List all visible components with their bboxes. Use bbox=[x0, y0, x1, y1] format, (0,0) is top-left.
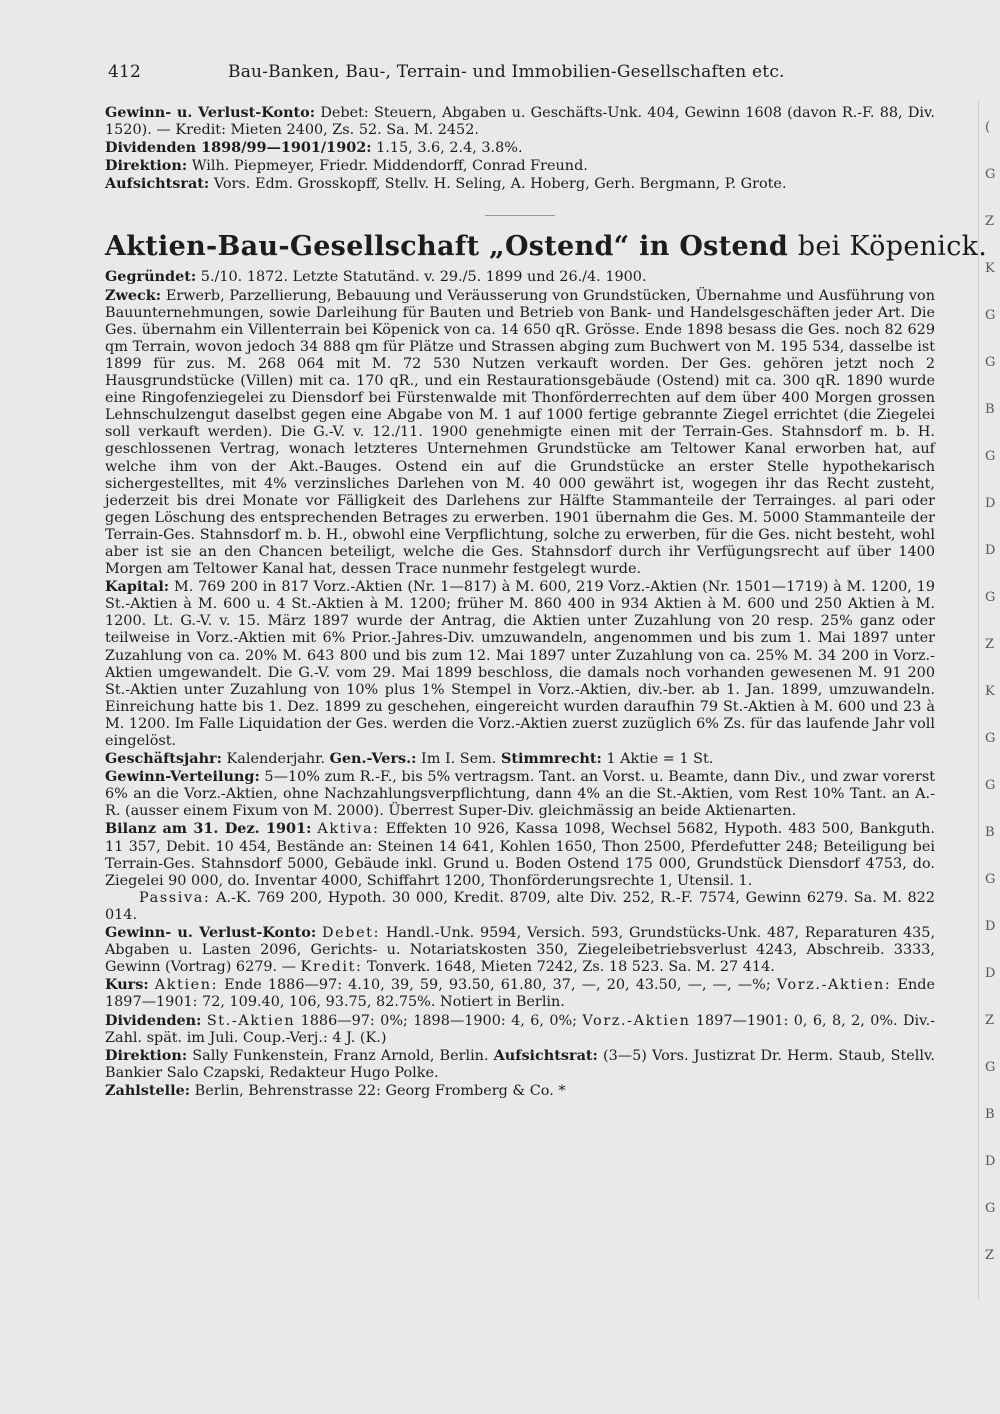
profit-distribution-text: 5—10% zum R.-F., bis 5% vertragsm. Tant. an Vorst. u. Beamte, dann Div., und zwar vorerst 6% an die Vorz.-Aktien, ohne Nachzahlungsverpflichtung, dann 4% an die St.-Aktien, vom Rest 10% Tant. an A.-R. (ausser einem Fixum von M. 2000). Überrest Super-Div. gleichmässig an beide Aktienarten. bbox=[105, 769, 935, 820]
prev-dividends-label: Dividenden 1898/99—1901/1902: bbox=[105, 139, 372, 157]
facing-page-fragment: Z bbox=[985, 1013, 995, 1028]
prev-supervisory-board bbox=[105, 175, 935, 193]
direction-text: Sally Funkenstein, Franz Arnold, Berlin. bbox=[192, 1047, 489, 1064]
share-price-common-heading: Aktien: bbox=[154, 977, 219, 994]
capital-text: M. 769 200 in 817 Vorz.-Aktien (Nr. 1—817) à M. 600, 219 Vorz.-Aktien (Nr. 1501—1719) à M. 1200, 19 St.-Aktien à M. 600 u. 4 St.-Aktien à M. 1200; früher M. 860 400 in 934 Aktien à M. 600 und 250 Aktien à M. 1200. Lt. G.-V. v. 15. März 1897 wurde der Antrag, die Aktien unter Zuzahlung von 20 resp. 25% ganz oder teilweise in Vorz.-Aktien mit 6% Prior.-Jahres-Div. umzuwandeln, angenommen und bis zum 1. Mai 1897 unter Zuzahlung von ca. 20% M. 643 800 und bis zum 12. Mai 1897 unter Zuzahlung von ca. 25% M. 34 200 in Vorz.-Aktien umgewandelt. Die G.-V. vom 29. Mai 1899 beschloss, die damals noch vorhanden gewesenen M. 91 200 St.-Aktien unter Zuzahlung von 10% plus 1% Stempel in Vorz.-Aktien, div.-ber. ab 1. Jan. 1899, umzuwandeln. Einreichung hatte bis 1. Dez. 1899 zu geschehen, eingereicht wurden daraufhin 79 St.-Aktien à M. 600 und 23 à M. 1200. Im Falle Liquidation der Ges. werden die Vorz.-Aktien zuerst zuzüglich 6% Zs. für das laufende Jahr voll eingelöst. bbox=[105, 579, 935, 749]
general-meeting-text: Im I. Sem. bbox=[421, 751, 497, 768]
prev-profit-loss-label: Gewinn- u. Verlust-Konto: bbox=[105, 104, 316, 121]
facing-page-fragment: G bbox=[985, 449, 996, 464]
capital bbox=[105, 578, 935, 750]
supervisory-board-text: (3—5) Vors. Justizrat Dr. Herm. Staub, Stellv. Bankier Salo Czapski, Redakteur Hugo Polke. bbox=[105, 1047, 935, 1081]
facing-page-fragment: G bbox=[985, 1201, 996, 1216]
general-meeting-label: Gen.-Vers.: bbox=[329, 750, 417, 768]
prev-supervisory-board-text: Vors. Edm. Grosskopff, Stellv. H. Seling, A. Hoberg, Gerh. Bergmann, P. Grote. bbox=[213, 176, 787, 193]
capital-label: Kapital: bbox=[105, 578, 170, 596]
company-title-location: bei Köpenick. bbox=[797, 231, 988, 263]
facing-page-fragment: G bbox=[985, 308, 996, 323]
previous-entry bbox=[105, 104, 935, 193]
facing-page-fragment: B bbox=[985, 402, 995, 417]
dividends-preferred-text: 1897—1901: 0, 6, 8, 2, 0%. Div.-Zahl. spät. im Juli. Coup.-Verj.: 4 J. (K.) bbox=[105, 1012, 936, 1046]
paying-agent bbox=[105, 1082, 935, 1100]
voting-right-text: 1 Aktie = 1 St. bbox=[606, 751, 714, 768]
facing-page-fragment: B bbox=[985, 1107, 995, 1122]
facing-page-fragment: ( bbox=[985, 120, 991, 135]
profit-loss-account bbox=[105, 924, 935, 976]
profit-distribution-label: Gewinn-Verteilung: bbox=[105, 768, 260, 786]
facing-page-fragment: B bbox=[985, 825, 995, 840]
page-number: 412 bbox=[108, 62, 142, 82]
balance-sheet bbox=[105, 820, 935, 889]
direction-label: Direktion: bbox=[105, 1046, 188, 1064]
prev-direction-text: Wilh. Piepmeyer, Friedr. Middendorff, Conrad Freund. bbox=[191, 158, 588, 175]
profit-loss-debet-text: Handl.-Unk. 9594, Versich. 593, Grundstücks-Unk. 487, Reparaturen 435, Abgaben u. Lasten 2096, Gerichts- u. Notariatskosten 350, Ziegeleibetriebsverlust 4243, Abschreib. 3333, Gewinn (Vortrag) 6279. — bbox=[105, 925, 936, 976]
prev-direction bbox=[105, 157, 935, 175]
profit-distribution bbox=[105, 768, 935, 820]
facing-page-fragment: Z bbox=[985, 637, 995, 652]
facing-page-fragment: G bbox=[985, 778, 996, 793]
paying-agent-label: Zahlstelle: bbox=[105, 1081, 191, 1099]
purpose bbox=[105, 287, 935, 579]
company-title bbox=[105, 230, 988, 264]
prev-dividends bbox=[105, 139, 935, 157]
prev-dividends-text: 1.15, 3.6, 2.4, 3.8%. bbox=[376, 140, 523, 157]
purpose-text: Erwerb, Parzellierung, Bebauung und Veräusserung von Grundstücken, Übernahme und Ausführung von Bauunternehmungen, sowie Darleihung für Bauten und Betrieb von Bank- und Handelsgeschäften jeder Art. Die Ges. übernahm ein Villenterrain bei Köpenick von ca. 14 650 qR. Grösse. Ende 1898 besass die Ges. noch 82 629 qm Terrain, wovon jedoch 34 888 qm für Plätze und Strassen abging zum Buchwert von M. 195 534, dasselbe ist 1899 für zus. M. 268 064 mit M. 72 530 Nutzen verkauft worden. Der Ges. gehören jetzt noch 2 Hausgrundstücke (Villen) mit ca. 170 qR., und ein Restaurationsgebäude (Ostend) mit ca. 300 qR. 1890 wurde eine Ringofenziegelei zu Diensdorf bei Fürstenwalde mit Thonförderrechten auf dem über 400 Morgen grossen Lehnschulzengut daselbst gegen eine Abgabe von M. 1 auf 1000 fertige gebrannte Ziegel errichtet (die Ziegelei soll verkauft werden). Die G.-V. v. 12./11. 1900 genehmigte einen mit der Terrain-Ges. Stahnsdorf m. b. H. geschlossenen Vertrag, wonach letzteres Unternehmen Grundstücke am Teltower Kanal erworben hat, auf welche ihm von der Akt.-Bauges. Ostend ein auf die Grundstücke an erster Stelle hypothekarisch sichergestelltes, mit 4% verzinsliches Darlehen von M. 40 000 gewährt ist, wogegen ihr das Recht zusteht, jederzeit bis drei Monate vor Fälligkeit des Darlehens zur Hälfte Stammanteile der Terrainges. al pari oder gegen Löschung des entsprechenden Betrages zu erwerben. 1901 übernahm die Ges. M. 5000 Stammanteile der Terrain-Ges. Stahnsdorf m. b. H., obwohl eine Verpflichtung, solche zu erwerben, für die Ges. nicht besteht, wohl aber ist sie an den Chancen beteiligt, welche die Ges. Stahnsdorf durch ihr Verfügungsrecht auf über 1400 Morgen am Teltower Kanal hat, dessen Trace nunmehr festgelegt wurde. bbox=[105, 287, 935, 578]
facing-page-fragment: G bbox=[985, 1060, 996, 1075]
supervisory-board-label: Aufsichtsrat: bbox=[493, 1046, 598, 1064]
fiscal-meeting-vote bbox=[105, 750, 935, 768]
balance-liabilities-text: A.-K. 769 200, Hypoth. 30 000, Kredit. 8709, alte Div. 252, R.-F. 7574, Gewinn 6279. Sa. M. 822 014. bbox=[105, 889, 935, 923]
facing-page-edge bbox=[978, 100, 1000, 1300]
fiscal-year-text: Kalenderjahr. bbox=[226, 751, 326, 768]
prev-supervisory-board-label: Aufsichtsrat: bbox=[105, 175, 210, 193]
facing-page-fragment: D bbox=[985, 496, 996, 511]
share-price-common-text: Ende 1886—97: 4.10, 39, 59, 93.50, 61.80, 37, —, 20, 43.50, —, —, —%; bbox=[224, 977, 771, 994]
dividends bbox=[105, 1012, 935, 1047]
profit-loss-label: Gewinn- u. Verlust-Konto: bbox=[105, 924, 317, 942]
share-price bbox=[105, 976, 935, 1011]
dividends-common-heading: St.-Aktien bbox=[206, 1012, 296, 1029]
facing-page-fragment: G bbox=[985, 167, 996, 182]
facing-page-fragment: D bbox=[985, 1154, 996, 1169]
paying-agent-text: Berlin, Behrenstrasse 22: Georg Fromberg & Co. * bbox=[194, 1082, 566, 1099]
dividends-label: Dividenden: bbox=[105, 1011, 202, 1029]
company-entry bbox=[105, 230, 988, 1100]
page-body bbox=[105, 104, 988, 1100]
direction-board bbox=[105, 1047, 935, 1082]
founded-text: 5./10. 1872. Letzte Statutänd. v. 29./5. 1899 und 26./4. 1900. bbox=[200, 269, 647, 286]
running-header bbox=[108, 62, 938, 82]
facing-page-fragment: Z bbox=[985, 214, 995, 229]
share-price-label: Kurs: bbox=[105, 976, 149, 994]
profit-loss-kredit-text: Tonverk. 1648, Mieten 7242, Zs. 18 523. Sa. M. 27 414. bbox=[367, 959, 775, 976]
facing-page-fragment: Z bbox=[985, 1248, 995, 1263]
dividends-common-text: 1886—97: 0%; 1898—1900: 4, 6, 0%; bbox=[300, 1012, 577, 1029]
prev-profit-loss-text: Debet: Steuern, Abgaben u. Geschäfts-Unk. 404, Gewinn 1608 (davon R.-F. 88, Div. 1520). — Kredit: Mieten 2400, Zs. 52. Sa. M. 2452. bbox=[105, 105, 936, 139]
balance-liabilities-heading: Passiva: bbox=[139, 889, 211, 906]
share-price-preferred-text: Ende 1897—1901: 72, 109.40, 106, 93.75, 82.75%. Notiert in Berlin. bbox=[105, 977, 936, 1011]
facing-page-fragment: G bbox=[985, 590, 996, 605]
share-price-preferred-heading: Vorz.-Aktien: bbox=[776, 977, 892, 994]
dividends-preferred-heading: Vorz.-Aktien bbox=[582, 1012, 691, 1029]
company-title-main: Aktien-Bau-Gesellschaft „Ostend“ in Ostend bbox=[105, 231, 789, 263]
profit-loss-debet-heading: Debet: bbox=[322, 925, 381, 942]
founded-label: Gegründet: bbox=[105, 268, 197, 286]
facing-page-fragment: G bbox=[985, 731, 996, 746]
facing-page-fragment: G bbox=[985, 355, 996, 370]
balance-sheet-label: Bilanz am 31. Dez. 1901: bbox=[105, 820, 312, 838]
balance-assets-text: Effekten 10 926, Kassa 1098, Wechsel 5682, Hypoth. 483 500, Bankguth. 11 357, Debit. 10 454, Bestände an: Steinen 14 641, Kohlen 1650, Thon 2500, Pferdefutter 248; Beteiligung bei Terrain-Ges. Stahnsdorf 5000, Gebäude inkl. Grund u. Boden Ostend 175 000, Grundstück Diensdorf 4753, do. Ziegelei 90 000, do. Inventar 4000, Schiffahrt 1200, Thonförderungsrechte 1, Utensil. 1. bbox=[105, 821, 936, 889]
founded bbox=[105, 268, 935, 286]
fiscal-year-label: Geschäftsjahr: bbox=[105, 750, 222, 768]
facing-page-fragment: G bbox=[985, 872, 996, 887]
facing-page-fragment: D bbox=[985, 919, 996, 934]
facing-page-fragment: K bbox=[985, 684, 995, 699]
facing-page-fragment: K bbox=[985, 261, 995, 276]
facing-page-fragment: D bbox=[985, 543, 996, 558]
voting-right-label: Stimmrecht: bbox=[500, 750, 602, 768]
prev-direction-label: Direktion: bbox=[105, 157, 188, 175]
facing-page-fragment: D bbox=[985, 966, 996, 981]
section-divider bbox=[485, 215, 555, 216]
purpose-label: Zweck: bbox=[105, 286, 162, 304]
balance-assets-heading: Aktiva: bbox=[317, 821, 380, 838]
balance-liabilities bbox=[105, 890, 935, 924]
prev-profit-loss bbox=[105, 104, 935, 139]
running-title: Bau-Banken, Bau-, Terrain- und Immobilien-Gesellschaften etc. bbox=[228, 62, 785, 82]
profit-loss-kredit-heading: Kredit: bbox=[300, 959, 363, 976]
